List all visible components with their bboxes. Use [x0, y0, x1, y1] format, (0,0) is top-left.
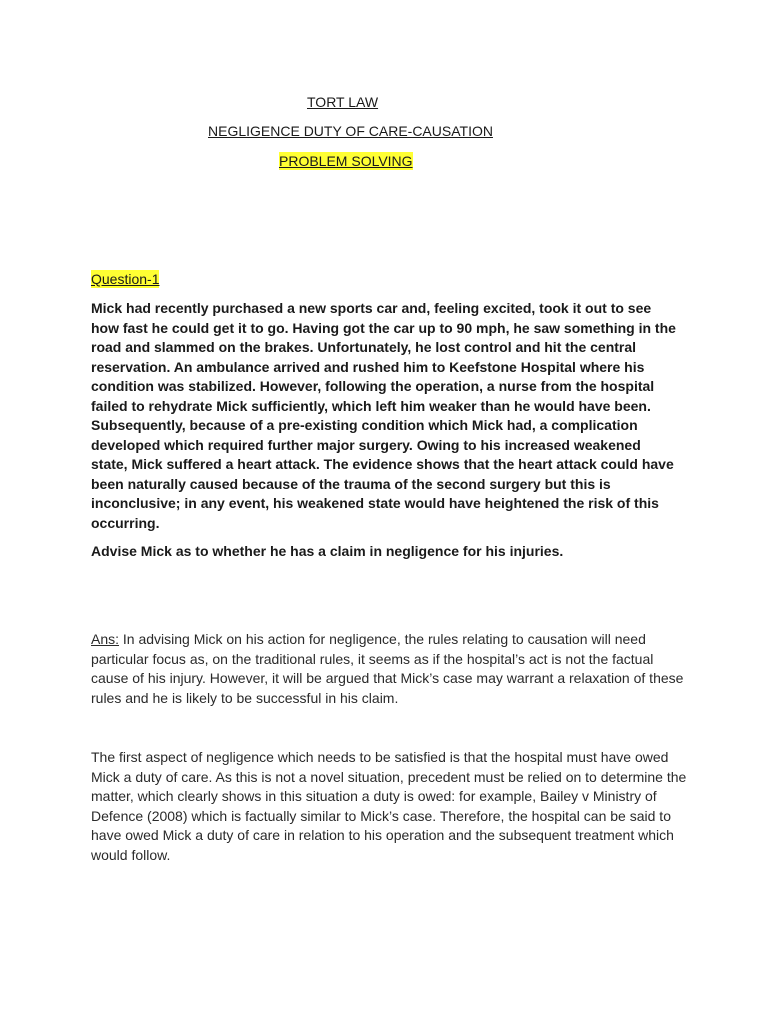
answer-label: Ans: — [91, 631, 120, 647]
section-heading: PROBLEM SOLVING — [279, 153, 413, 169]
question-label: Question-1 — [91, 271, 160, 287]
answer-intro: In advising Mick on his action for negligence, the rules relating to causation will need particular focus as, on the traditional rules, it seems as if the hospital’s act is not the factual cause of his injury. However, it will be argued that Mick’s case may warrant a relaxation of these rules and he is likely to be successful in his claim. — [91, 631, 684, 706]
answer-paragraph — [91, 630, 685, 708]
question-prompt: Advise Mick as to whether he has a claim in negligence for his injuries. — [91, 543, 564, 559]
document-title: TORT LAW — [307, 94, 379, 110]
answer-paragraph-2: The first aspect of negligence which needs to be satisfied is that the hospital must have owed Mick a duty of care. As this is not a novel situation, precedent must be relied on to determine the matter, which clearly shows in this situation a duty is owed: for example, Bailey v Ministry of Defence (2008) which is factually similar to Mick’s case. Therefore, the hospital can be said to have owed Mick a duty of care in relation to his operation and the subsequent treatment which would follow. — [91, 749, 687, 863]
question-text: Mick had recently purchased a new sports car and, feeling excited, took it out to see how fast he could get it to go. Having got the car up to 90 mph, he saw something in the road and slammed on the brakes. Unfortunately, he lost control and hit the central reservation. An ambulance arrived and rushed him to Keefstone Hospital where his condition was stabilized. However, following the operation, a nurse from the hospital failed to rehydrate Mick sufficiently, which left him weaker than he would have been. Subsequently, because of a pre-existing condition which Mick had, a complication developed which required further major surgery. Owing to his increased weakened state, Mick suffered a heart attack. The evidence shows that the heart attack could have been naturally caused because of the trauma of the second surgery but this is inconclusive; in any event, his weakened state would have heightened the risk of this occurring. — [91, 300, 676, 531]
document-subtitle: NEGLIGENCE DUTY OF CARE-CAUSATION — [208, 123, 493, 139]
